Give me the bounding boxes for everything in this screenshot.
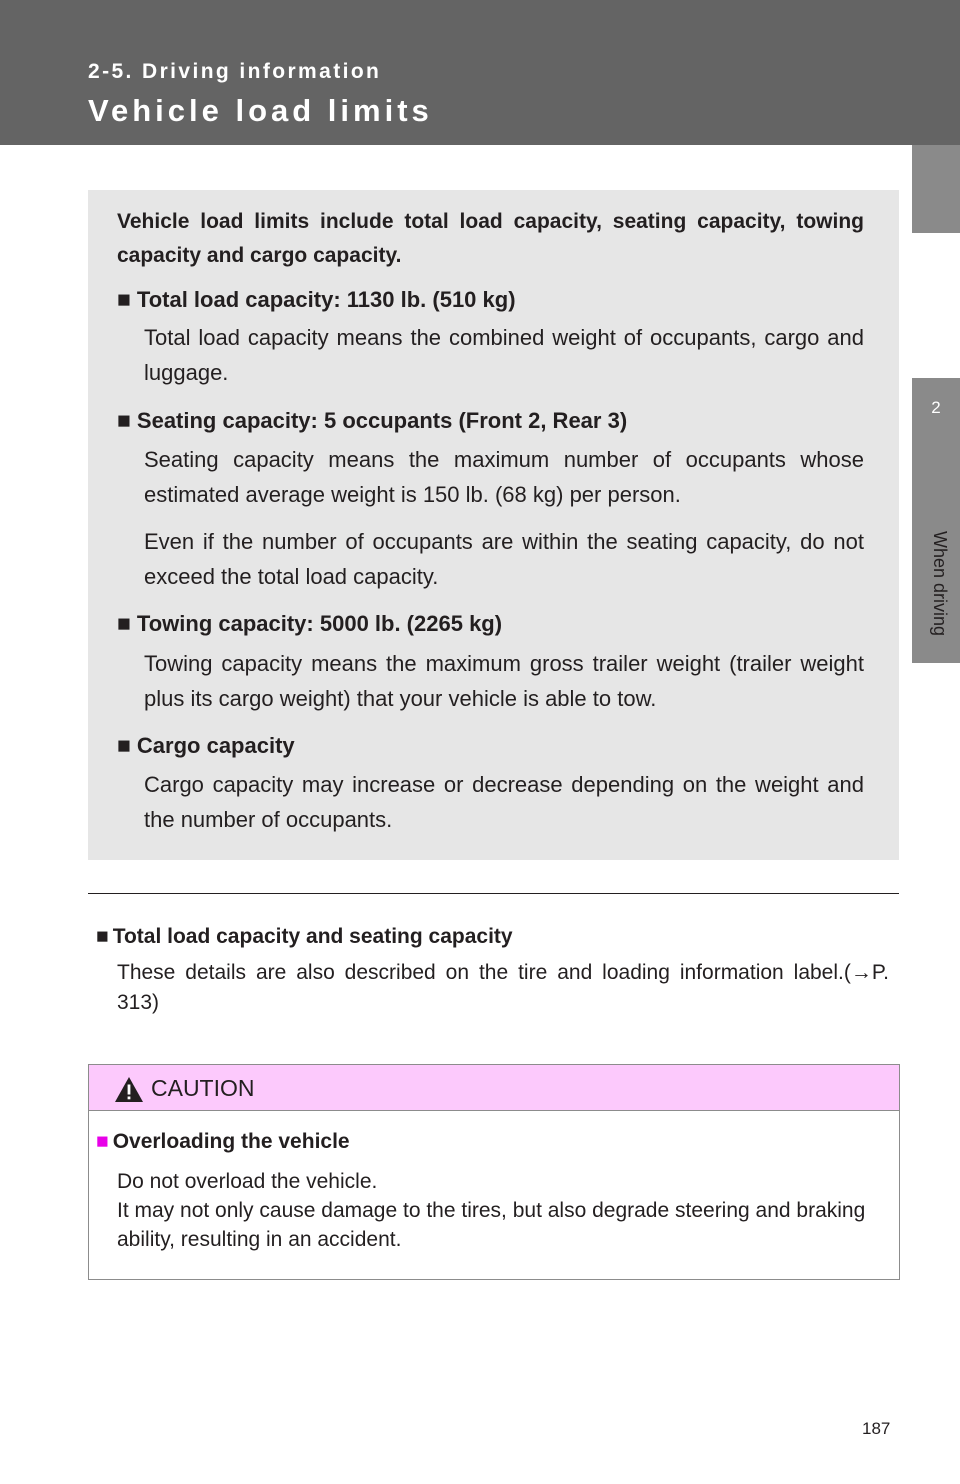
caution-body <box>117 1167 897 1254</box>
item-heading-cargo <box>117 732 295 759</box>
section-divider <box>88 893 899 894</box>
item-heading-text: Cargo capacity <box>136 733 295 758</box>
section-label: 2-5. Driving information <box>88 60 382 83</box>
note-heading <box>96 925 513 949</box>
page-header <box>0 0 960 145</box>
square-bullet-icon: ■ <box>117 610 131 636</box>
load-limits-info-box <box>88 190 899 860</box>
item-body-seating-note: Even if the number of occupants are within the seating capacity, do not exceed the total load capacity. <box>144 529 864 589</box>
item-heading-seating <box>117 407 627 434</box>
page-title: Vehicle load limits <box>88 93 433 128</box>
chapter-title: When driving <box>930 531 950 637</box>
item-body-seating: Seating capacity means the maximum number of occupants whose estimated average weight is 150 lb. (68 kg) per person. <box>144 447 864 507</box>
square-bullet-icon: ■ <box>117 732 131 758</box>
caution-header <box>89 1065 899 1111</box>
item-heading-towing <box>117 610 502 637</box>
item-heading-text: Towing capacity: 5000 lb. (2265 kg) <box>136 611 503 636</box>
item-heading-text: Total load capacity: 1130 lb. (510 kg) <box>136 287 516 312</box>
chapter-number: 2 <box>931 398 941 417</box>
page-number: 187 <box>862 1419 891 1438</box>
chapter-side-tab <box>912 145 960 1484</box>
square-bullet-icon: ■ <box>117 407 131 433</box>
caution-box <box>88 1064 900 1280</box>
note-heading-text: Total load capacity and seating capacity <box>112 925 513 948</box>
caution-heading-text: Overloading the vehicle <box>112 1130 350 1153</box>
square-bullet-icon: ■ <box>96 1130 109 1153</box>
item-body-cargo: Cargo capacity may increase or decrease depending on the weight and the number of occupants. <box>144 772 864 832</box>
caution-body-line: Do not overload the vehicle. <box>117 1170 378 1193</box>
item-body-towing: Towing capacity means the maximum gross trailer weight (trailer weight plus its cargo weight) that your vehicle is able to tow. <box>144 651 864 711</box>
caution-label: CAUTION <box>151 1075 255 1101</box>
item-body-total-load: Total load capacity means the combined weight of occupants, cargo and luggage. <box>144 325 864 385</box>
warning-triangle-icon <box>114 1076 144 1103</box>
side-tab-top-block <box>912 145 960 233</box>
info-intro: Vehicle load limits include total load capacity, seating capacity, towing capacity and cargo capacity. <box>117 210 864 267</box>
caution-heading <box>96 1130 350 1154</box>
item-heading-total-load <box>117 286 516 313</box>
caution-body-line: It may not only cause damage to the tires, but also degrade steering and braking ability, resulting in an accident. <box>117 1199 866 1251</box>
square-bullet-icon: ■ <box>96 925 109 948</box>
square-bullet-icon: ■ <box>117 286 131 312</box>
item-heading-text: Seating capacity: 5 occupants (Front 2, Rear 3) <box>136 408 628 433</box>
note-body: These details are also described on the tire and loading information label.(→P. 313) <box>117 961 889 1014</box>
